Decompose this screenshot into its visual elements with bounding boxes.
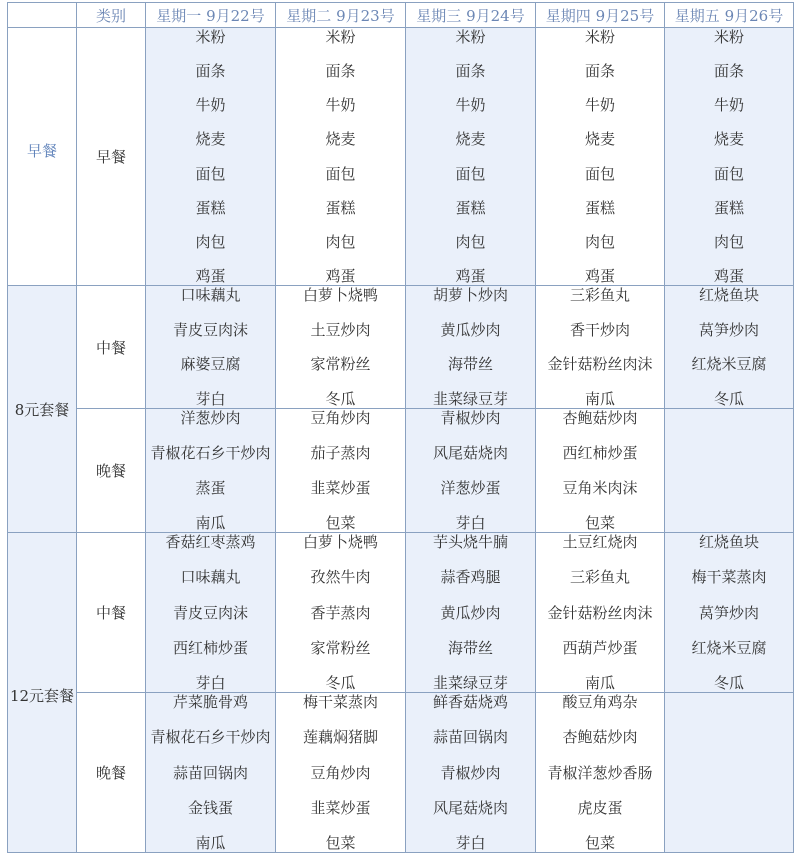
dish-item: 冬瓜: [713, 389, 744, 408]
dish-item: 金针菇粉丝肉沫: [547, 355, 653, 374]
dish-item: 面包: [713, 164, 744, 183]
dish-item: 芋头烧牛腩: [432, 533, 508, 551]
dish-item: 烧麦: [325, 130, 356, 149]
dish-item: 芽白: [195, 674, 226, 692]
header-day-mon: 星期一 9月22号: [146, 3, 276, 28]
day-menu-cell: [276, 409, 406, 533]
dish-item: 烧麦: [455, 130, 486, 149]
dish-item: 白萝卜烧鸭: [302, 286, 378, 304]
day-menu-cell: [146, 28, 276, 286]
dish-item: 青椒洋葱炒香肠: [547, 763, 653, 782]
dish-list: [146, 409, 275, 532]
dish-item: 面条: [325, 62, 356, 81]
dish-item: 莴笋炒肉: [698, 320, 759, 339]
dish-item: 牛奶: [195, 96, 226, 115]
dish-list: [406, 693, 535, 852]
dish-item: 面条: [713, 62, 744, 81]
dish-item: 牛奶: [325, 96, 356, 115]
dish-list: [536, 693, 664, 852]
dish-item: 红烧米豆腐: [691, 638, 767, 657]
day-menu-cell: [146, 409, 276, 533]
dish-list: [276, 409, 405, 532]
dish-item: 青皮豆肉沫: [172, 603, 248, 622]
dish-item: 豆角炒肉: [310, 409, 371, 427]
dish-list: [146, 28, 275, 285]
dish-item: 杏鲍菇炒肉: [562, 409, 638, 427]
dish-item: 西葫芦炒蛋: [562, 638, 638, 657]
meal-row: [8, 693, 794, 853]
dish-item: 鸡蛋: [584, 266, 615, 285]
dish-list: [536, 286, 664, 408]
dish-list: [665, 28, 793, 285]
day-menu-cell: [406, 693, 536, 853]
meal-row: [8, 286, 794, 409]
dish-item: 鲜香菇烧鸡: [432, 693, 508, 711]
dish-list: [146, 286, 275, 408]
day-menu-cell: [406, 409, 536, 533]
day-menu-cell: [665, 28, 794, 286]
dish-list: [665, 409, 793, 532]
dish-item: 杏鲍菇炒肉: [562, 728, 638, 747]
dish-item: 莲藕焖猪脚: [302, 728, 378, 747]
dish-item: 海带丝: [447, 355, 493, 374]
dish-item: 香芋蒸肉: [310, 603, 371, 622]
dish-item: 韭菜炒蛋: [310, 479, 371, 497]
day-menu-cell: [536, 286, 665, 409]
dish-item: 鸡蛋: [713, 266, 744, 285]
dish-list: [406, 409, 535, 532]
dish-item: 冬瓜: [325, 389, 356, 408]
dish-item: 孜然牛肉: [310, 568, 371, 587]
dish-item: 风尾菇烧肉: [432, 444, 508, 462]
dish-item: 虎皮蛋: [577, 798, 623, 817]
dish-item: 鸡蛋: [195, 266, 226, 285]
dish-list: [406, 533, 535, 692]
weekly-menu-table: [7, 2, 794, 853]
dish-item: 红烧鱼块: [698, 533, 759, 551]
day-menu-cell: [536, 533, 665, 693]
dish-item: 蒜香鸡腿: [440, 568, 501, 587]
dish-item: 包菜: [584, 514, 615, 532]
dish-item: 家常粉丝: [310, 638, 371, 657]
dish-item: 口味藕丸: [180, 286, 241, 304]
day-menu-cell: [536, 409, 665, 533]
dish-item: 蛋糕: [713, 198, 744, 217]
dish-list: [665, 693, 793, 852]
dish-item: 肉包: [713, 232, 744, 251]
dish-item: 红烧鱼块: [698, 286, 759, 304]
dish-item: 芽白: [195, 389, 226, 408]
dish-item: 蛋糕: [195, 198, 226, 217]
dish-item: 红烧米豆腐: [691, 355, 767, 374]
dish-item: 包菜: [325, 834, 356, 852]
dish-item: 肉包: [455, 232, 486, 251]
header-category: 类别: [77, 3, 146, 28]
dish-item: 韭菜绿豆芽: [432, 674, 508, 692]
dish-item: 海带丝: [447, 638, 493, 657]
dish-item: 蒜苗回锅肉: [432, 728, 508, 747]
dish-item: 西红柿炒蛋: [172, 638, 248, 657]
dish-list: [276, 533, 405, 692]
dish-item: 蒸蛋: [195, 479, 226, 497]
dish-item: 芽白: [455, 834, 486, 852]
header-day-thu: 星期四 9月25号: [536, 3, 665, 28]
meal-row: [8, 409, 794, 533]
dish-item: 梅干菜蒸肉: [691, 568, 767, 587]
dish-item: 三彩鱼丸: [569, 286, 630, 304]
dish-item: 烧麦: [584, 130, 615, 149]
day-menu-cell: [406, 533, 536, 693]
dish-item: 蛋糕: [325, 198, 356, 217]
dish-list: [406, 28, 535, 285]
dish-item: 烧麦: [195, 130, 226, 149]
dish-item: 蛋糕: [455, 198, 486, 217]
dish-item: 鸡蛋: [455, 266, 486, 285]
dish-item: 麻婆豆腐: [180, 355, 241, 374]
dish-item: 口味藕丸: [180, 568, 241, 587]
dish-item: 茄子蒸肉: [310, 444, 371, 462]
dish-item: 金针菇粉丝肉沫: [547, 603, 653, 622]
dish-item: 家常粉丝: [310, 355, 371, 374]
day-menu-cell: [276, 286, 406, 409]
dish-item: 南瓜: [584, 389, 615, 408]
dish-item: 芹菜脆骨鸡: [172, 693, 248, 711]
dish-item: 米粉: [195, 28, 226, 46]
day-menu-cell: [665, 286, 794, 409]
dish-item: 烧麦: [713, 130, 744, 149]
day-menu-cell: [536, 693, 665, 853]
day-menu-cell: [146, 286, 276, 409]
dish-item: 黄瓜炒肉: [440, 603, 501, 622]
dish-item: 青椒炒肉: [440, 763, 501, 782]
dish-list: [276, 693, 405, 852]
dish-item: 青椒花石乡干炒肉: [150, 728, 271, 747]
day-menu-cell: [406, 28, 536, 286]
dish-item: 米粉: [584, 28, 615, 46]
dish-item: 牛奶: [584, 96, 615, 115]
dish-list: [276, 28, 405, 285]
meal-label: 早餐: [77, 28, 146, 286]
dish-item: 冬瓜: [713, 674, 744, 692]
dish-item: 黄瓜炒肉: [440, 320, 501, 339]
meal-row: [8, 533, 794, 693]
dish-item: 土豆红烧肉: [562, 533, 638, 551]
dish-item: 米粉: [713, 28, 744, 46]
meal-label: 中餐: [77, 533, 146, 693]
dish-item: 牛奶: [455, 96, 486, 115]
dish-item: 面包: [584, 164, 615, 183]
meal-label: 晚餐: [77, 693, 146, 853]
day-menu-cell: [665, 533, 794, 693]
header-row: [8, 3, 794, 28]
dish-item: 芽白: [455, 514, 486, 532]
header-day-tue: 星期二 9月23号: [276, 3, 406, 28]
dish-item: 西红柿炒蛋: [562, 444, 638, 462]
dish-item: 冬瓜: [325, 674, 356, 692]
section-label: 12元套餐: [8, 533, 77, 853]
dish-item: 鸡蛋: [325, 266, 356, 285]
dish-list: [536, 409, 664, 532]
dish-item: 洋葱炒肉: [180, 409, 241, 427]
header-blank: [8, 3, 77, 28]
dish-item: 土豆炒肉: [310, 320, 371, 339]
dish-item: 面包: [325, 164, 356, 183]
dish-item: 胡萝卜炒肉: [432, 286, 508, 304]
dish-item: 金钱蛋: [187, 798, 233, 817]
dish-list: [665, 533, 793, 692]
dish-list: [146, 533, 275, 692]
dish-item: 白萝卜烧鸭: [302, 533, 378, 551]
dish-item: 风尾菇烧肉: [432, 798, 508, 817]
day-menu-cell: [146, 693, 276, 853]
dish-item: 面包: [195, 164, 226, 183]
dish-item: 青皮豆肉沫: [172, 320, 248, 339]
dish-item: 洋葱炒蛋: [440, 479, 501, 497]
dish-item: 韭菜炒蛋: [310, 798, 371, 817]
dish-item: 蒜苗回锅肉: [172, 763, 248, 782]
dish-item: 三彩鱼丸: [569, 568, 630, 587]
section-label: 早餐: [8, 28, 77, 286]
dish-item: 米粉: [455, 28, 486, 46]
dish-item: 酸豆角鸡杂: [562, 693, 638, 711]
dish-list: [406, 286, 535, 408]
dish-item: 面条: [195, 62, 226, 81]
dish-list: [536, 28, 664, 285]
dish-item: 包菜: [584, 834, 615, 852]
header-day-wed: 星期三 9月24号: [406, 3, 536, 28]
dish-item: 莴笋炒肉: [698, 603, 759, 622]
dish-item: 南瓜: [195, 834, 226, 852]
dish-item: 包菜: [325, 514, 356, 532]
dish-item: 香菇红枣蒸鸡: [165, 533, 256, 551]
dish-list: [146, 693, 275, 852]
dish-item: 梅干菜蒸肉: [302, 693, 378, 711]
dish-item: 肉包: [325, 232, 356, 251]
dish-item: 牛奶: [713, 96, 744, 115]
dish-item: 香干炒肉: [569, 320, 630, 339]
meal-row: [8, 28, 794, 286]
dish-list: [665, 286, 793, 408]
dish-item: 南瓜: [584, 674, 615, 692]
dish-item: 青椒花石乡干炒肉: [150, 444, 271, 462]
meal-label: 中餐: [77, 286, 146, 409]
dish-item: 豆角米肉沫: [562, 479, 638, 497]
header-day-fri: 星期五 9月26号: [665, 3, 794, 28]
dish-item: 韭菜绿豆芽: [432, 389, 508, 408]
day-menu-cell: [146, 533, 276, 693]
dish-item: 米粉: [325, 28, 356, 46]
dish-list: [276, 286, 405, 408]
day-menu-cell: [276, 693, 406, 853]
dish-item: 肉包: [195, 232, 226, 251]
day-menu-cell: [665, 409, 794, 533]
day-menu-cell: [276, 533, 406, 693]
day-menu-cell: [536, 28, 665, 286]
dish-item: 肉包: [584, 232, 615, 251]
dish-item: 南瓜: [195, 514, 226, 532]
dish-list: [536, 533, 664, 692]
dish-item: 面条: [584, 62, 615, 81]
dish-item: 豆角炒肉: [310, 763, 371, 782]
dish-item: 面条: [455, 62, 486, 81]
meal-label: 晚餐: [77, 409, 146, 533]
day-menu-cell: [276, 28, 406, 286]
dish-item: 蛋糕: [584, 198, 615, 217]
dish-item: 青椒炒肉: [440, 409, 501, 427]
dish-item: 面包: [455, 164, 486, 183]
section-label: 8元套餐: [8, 286, 77, 533]
day-menu-cell: [665, 693, 794, 853]
day-menu-cell: [406, 286, 536, 409]
